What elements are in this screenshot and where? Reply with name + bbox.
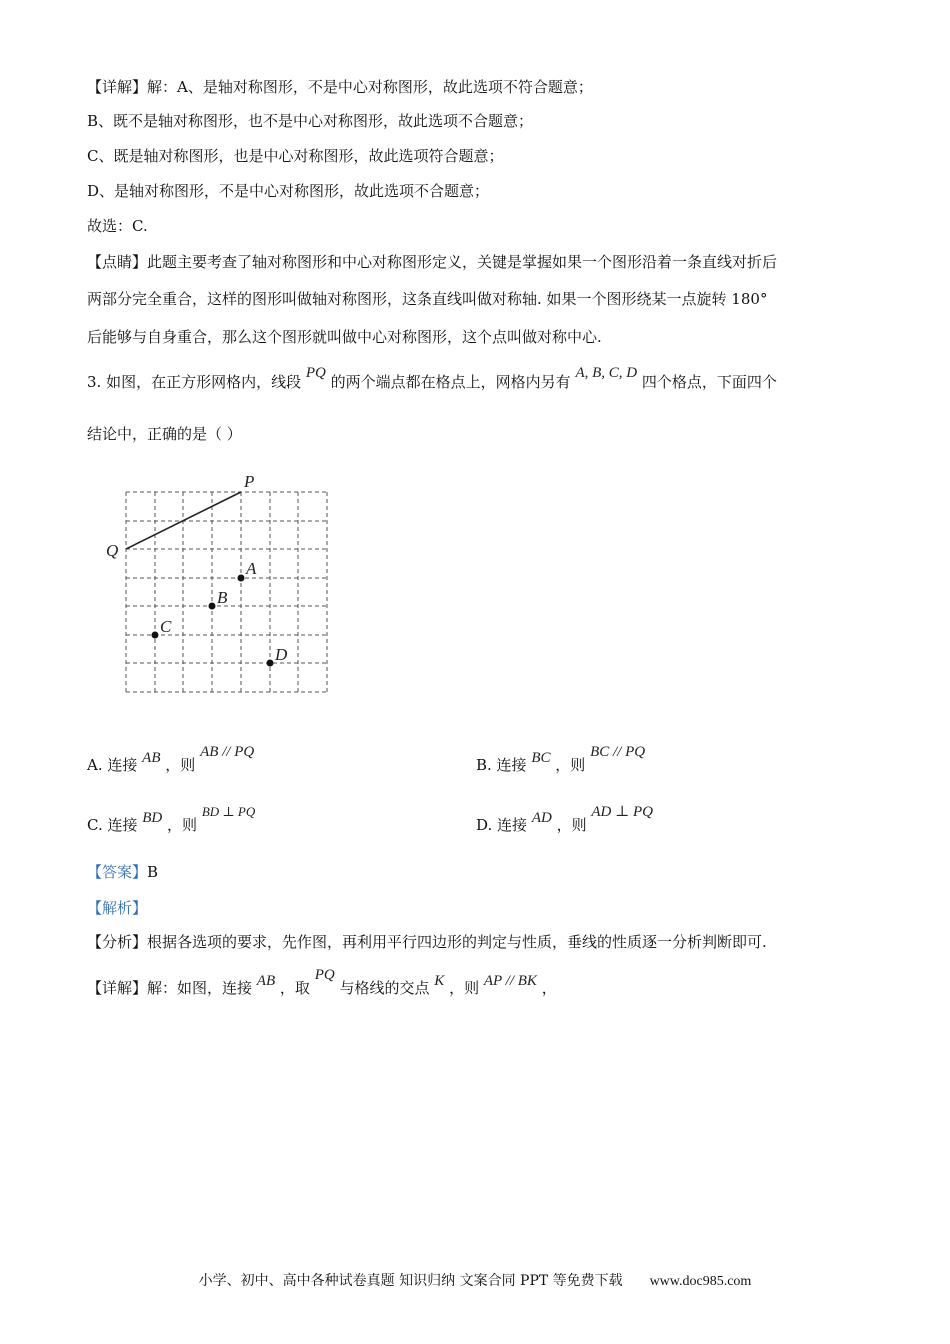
- analysis-tag: 【解析】: [87, 899, 148, 917]
- detail-math-k: K: [434, 973, 445, 989]
- grid-figure: [100, 470, 340, 700]
- option-c-mid: ，则: [167, 816, 198, 834]
- footer: [0, 1270, 950, 1290]
- detail-math-ab: AB: [256, 973, 276, 989]
- option-a: [87, 744, 255, 776]
- option-d-rel: AD ⊥ PQ: [591, 804, 653, 820]
- option-b-pre: B. 连接: [476, 756, 527, 774]
- option-d-seg: AD: [531, 810, 552, 826]
- label-a: A: [246, 559, 257, 578]
- detail-line: [87, 967, 557, 999]
- point-c: [152, 632, 159, 639]
- option-a-mid: ，则: [165, 756, 196, 774]
- math-abcd: A, B, C, D: [575, 365, 638, 381]
- option-b-seg: BC: [531, 750, 551, 766]
- math-pq: PQ: [305, 365, 326, 381]
- option-a-seg: AB: [142, 750, 161, 766]
- option-b: [476, 744, 646, 776]
- point-d: [267, 660, 274, 667]
- detail-text-3: 与格线的交点: [339, 979, 430, 997]
- line-6: 【点睛】此题主要考查了轴对称图形和中心对称图形定义，关键是掌握如果一个图形沿着一条直线对折后: [87, 253, 778, 271]
- option-d: [476, 804, 653, 836]
- answer-tag: 【答案】: [87, 863, 148, 881]
- question-line-1: [87, 365, 777, 393]
- answer-value: B: [147, 863, 159, 881]
- option-d-pre: D. 连接: [476, 816, 528, 834]
- option-b-rel: BC // PQ: [590, 744, 646, 760]
- detail-text-4: ，则: [449, 979, 480, 997]
- label-d: D: [275, 645, 288, 664]
- line-1: 【详解】解：A、是轴对称图形，不是中心对称图形，故此选项不符合题意；: [87, 78, 593, 96]
- line-3: C、既是轴对称图形，也是中心对称图形，故此选项符合题意；: [87, 147, 504, 165]
- label-p: P: [244, 472, 255, 491]
- question-text-1: 3. 如图，在正方形网格内，线段: [87, 373, 302, 391]
- option-d-mid: ，则: [556, 816, 587, 834]
- option-c: [87, 804, 256, 836]
- option-c-rel: BD ⊥ PQ: [201, 804, 256, 819]
- question-text-2: 的两个端点都在格点上，网格内另有: [330, 373, 571, 391]
- footer-text: 小学、初中、高中各种试卷真题 知识归纳 文案合同 PPT 等免费下载: [198, 1273, 623, 1289]
- line-5: 故选：C.: [87, 217, 148, 235]
- line-4: D、是轴对称图形，不是中心对称图形，故此选项不合题意；: [87, 182, 490, 200]
- label-c: C: [160, 617, 172, 636]
- question-text-3: 四个格点，下面四个: [641, 373, 777, 391]
- option-a-rel: AB // PQ: [200, 744, 255, 760]
- detail-math-pq: PQ: [314, 967, 335, 983]
- detail-text-1: 【详解】解：如图，连接: [87, 979, 253, 997]
- detail-math-apbk: AP // BK: [483, 973, 537, 989]
- answer-line: [87, 862, 158, 882]
- fenxi-line: 【分析】根据各选项的要求，先作图，再利用平行四边形的判定与性质，垂线的性质逐一分析判断即可.: [87, 933, 767, 951]
- line-8: 后能够与自身重合，那么这个图形就叫做中心对称图形，这个点叫做对称中心.: [87, 328, 602, 346]
- option-a-pre: A. 连接: [87, 756, 138, 774]
- option-c-seg: BD: [142, 810, 163, 826]
- detail-text-5: ，: [541, 979, 557, 997]
- label-q: Q: [106, 541, 119, 560]
- question-line-2: 结论中，正确的是（ ）: [87, 425, 242, 443]
- line-7: 两部分完全重合，这样的图形叫做轴对称图形，这条直线叫做对称轴. 如果一个图形绕某一点旋转 180°: [87, 290, 768, 308]
- option-b-mid: ，则: [555, 756, 586, 774]
- footer-url: www.doc985.com: [649, 1274, 752, 1289]
- option-c-pre: C. 连接: [87, 816, 138, 834]
- point-b: [209, 603, 216, 610]
- label-b: B: [217, 588, 228, 607]
- detail-text-2: ，取: [279, 979, 310, 997]
- line-2: B、既不是轴对称图形，也不是中心对称图形，故此选项不合题意；: [87, 112, 534, 130]
- point-a: [238, 575, 245, 582]
